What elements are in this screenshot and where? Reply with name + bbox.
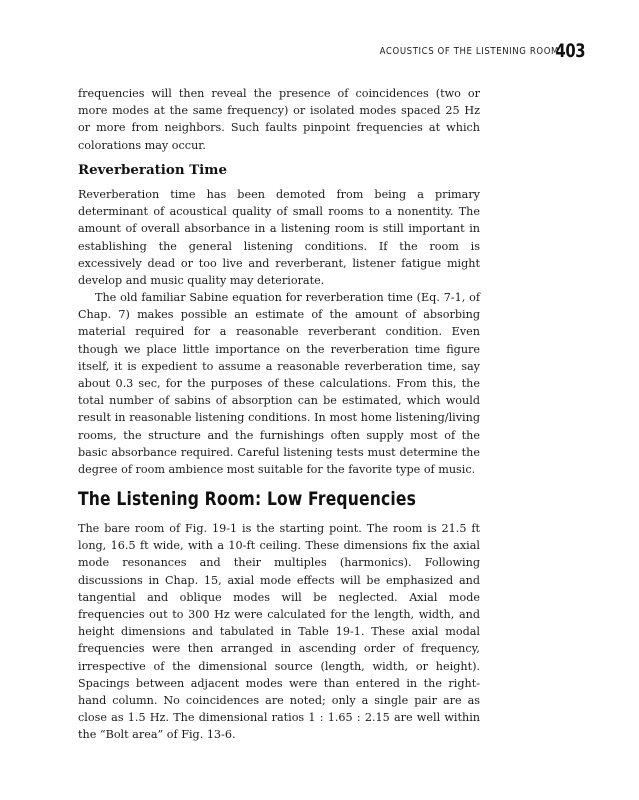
heading-reverberation-time: Reverberation Time <box>78 162 227 178</box>
running-title: ACOUSTICS OF THE LISTENING ROOM <box>379 46 559 57</box>
heading-listening-room-low-frequencies: The Listening Room: Low Frequencies <box>78 488 417 510</box>
paragraph-low-frequencies: The bare room of Fig. 19-1 is the starting point. The room is 21.5 ft long, 16.5 ft wide, with a 10-ft ceiling. These dimensions fix the axial mode resonances and their multiples (harmonics). Following discussions in Chap. 15, axial mode effects will be emphasized and tangential and oblique modes will be neglected. Axial mode frequencies out to 300 Hz were calculated for the length, width, and height dimensions and tabulated in Table 19-1. These axial modal frequencies were then arranged in ascending order of frequency, irrespective of the dimensional source (length, width, or height). Spacings between adjacent modes were than entered in the right-hand column. No coincidences are noted; only a single pair are as close as 1.5 Hz. The dimensional ratios 1 : 1.65 : 2.15 are well within the “Bolt area” of Fig. 13-6. <box>78 522 480 742</box>
paragraph-reverberation-2: The old familiar Sabine equation for reverberation time (Eq. 7-1, of Chap. 7) makes possible an estimate of the amount of absorbing material required for a reasonable reverberant condition. Even though we place little importance on the reverberation time figure itself, it is expedient to assume a reasonable reverberation time, say about 0.3 sec, for the purposes of these calculations. From this, the total number of sabins of absorption can be estimated, which would result in reasonable listening conditions. In most home listening/living rooms, the structure and the furnishings often supply most of the basic absorbance required. Careful listening tests must determine the degree of room ambience most suitable for the favorite type of music. <box>78 291 480 477</box>
paragraph-continued: frequencies will then reveal the presence of coincidences (two or more modes at the same frequency) or isolated modes spaced 25 Hz or more from neighbors. Such faults pinpoint frequencies at which colorations may occur. <box>78 87 480 152</box>
page-number: 403 <box>555 40 585 62</box>
paragraph-reverberation-1: Reverberation time has been demoted from being a primary determinant of acoustical quality of small rooms to a nonentity. The amount of overall absorbance in a listening room is still important in establishing the general listening conditions. If the room is excessively dead or too live and reverberant, listener fatigue might develop and music quality may deteriorate. <box>78 188 480 288</box>
running-head <box>0 0 639 70</box>
